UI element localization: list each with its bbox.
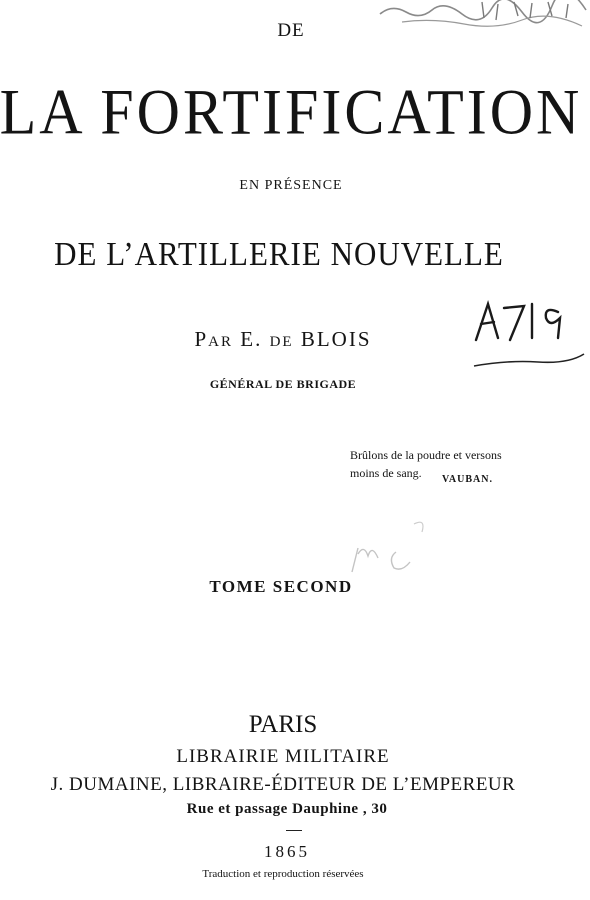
title-de: DE [277, 20, 305, 41]
author-par: P [194, 327, 209, 351]
author-par-small: AR [208, 334, 233, 350]
title-en-presence: EN PRÉSENCE [239, 178, 343, 193]
publisher-address: Rue et passage Dauphine , 30 [186, 801, 388, 817]
publisher-line-1: LIBRAIRIE MILITAIRE [176, 746, 390, 767]
imprint-city: PARIS [248, 711, 318, 738]
author-de: DE [269, 334, 294, 350]
divider-dash [286, 830, 302, 831]
author-rank: GÉNÉRAL DE BRIGADE [209, 377, 357, 391]
book-subtitle: DE L’ARTILLERIE NOUVELLE [54, 234, 504, 273]
volume-label: TOME SECOND [209, 577, 353, 596]
epigraph-author: VAUBAN. [442, 474, 493, 485]
publisher-line-2: J. DUMAINE, LIBRAIRE-ÉDITEUR DE L’EMPEREUR [50, 774, 516, 795]
author-initial: E. [240, 327, 263, 351]
epigraph-line-1: Brûlons de la poudre et versons [350, 448, 502, 462]
epigraph-line-2: moins de sang. [350, 466, 422, 480]
publication-year: 1865 [264, 842, 310, 861]
rights-notice: Traduction et reproduction réservées [202, 868, 364, 880]
handwritten-call-number [468, 288, 586, 372]
book-title: LA FORTIFICATION [0, 76, 583, 148]
author-name: BLOIS [300, 327, 372, 351]
faint-pencil-mark [344, 514, 444, 580]
